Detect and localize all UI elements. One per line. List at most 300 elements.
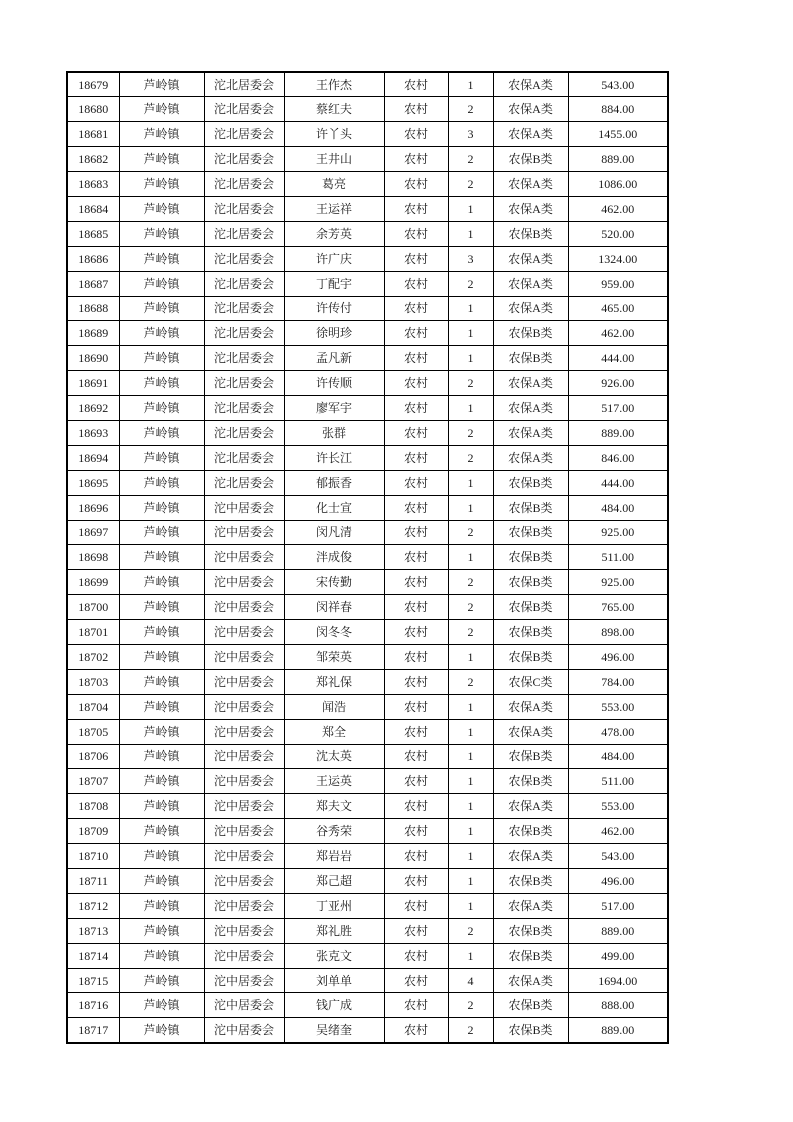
- cell-locale-type: 农村: [384, 943, 448, 968]
- cell-committee: 沱北居委会: [204, 420, 284, 445]
- cell-committee: 沱北居委会: [204, 321, 284, 346]
- cell-serial-number: 18689: [67, 321, 119, 346]
- cell-locale-type: 农村: [384, 495, 448, 520]
- table-row: [67, 371, 668, 396]
- cell-person-name: 郑全: [284, 719, 384, 744]
- cell-amount: 926.00: [568, 371, 668, 396]
- table-row: [67, 172, 668, 197]
- table-row: [67, 744, 668, 769]
- cell-amount: 784.00: [568, 669, 668, 694]
- cell-amount: 846.00: [568, 445, 668, 470]
- cell-serial-number: 18690: [67, 346, 119, 371]
- cell-serial-number: 18691: [67, 371, 119, 396]
- cell-committee: 沱北居委会: [204, 221, 284, 246]
- cell-committee: 沱中居委会: [204, 869, 284, 894]
- table-row: [67, 495, 668, 520]
- cell-insurance-class: 农保B类: [493, 869, 568, 894]
- cell-person-count: 1: [448, 72, 493, 97]
- cell-person-count: 1: [448, 396, 493, 421]
- cell-insurance-class: 农保B类: [493, 570, 568, 595]
- cell-committee: 沱北居委会: [204, 122, 284, 147]
- cell-serial-number: 18715: [67, 968, 119, 993]
- cell-locale-type: 农村: [384, 719, 448, 744]
- cell-person-count: 2: [448, 918, 493, 943]
- cell-person-name: 闵凡清: [284, 520, 384, 545]
- cell-committee: 沱北居委会: [204, 246, 284, 271]
- cell-serial-number: 18685: [67, 221, 119, 246]
- table-row: [67, 346, 668, 371]
- cell-locale-type: 农村: [384, 769, 448, 794]
- cell-town: 芦岭镇: [119, 97, 204, 122]
- cell-insurance-class: 农保A类: [493, 794, 568, 819]
- cell-serial-number: 18701: [67, 620, 119, 645]
- cell-serial-number: 18709: [67, 819, 119, 844]
- table-row: [67, 844, 668, 869]
- cell-town: 芦岭镇: [119, 520, 204, 545]
- table-row: [67, 296, 668, 321]
- cell-person-count: 1: [448, 694, 493, 719]
- cell-locale-type: 农村: [384, 893, 448, 918]
- cell-insurance-class: 农保A类: [493, 196, 568, 221]
- cell-person-name: 孟凡新: [284, 346, 384, 371]
- cell-insurance-class: 农保A类: [493, 371, 568, 396]
- cell-locale-type: 农村: [384, 694, 448, 719]
- cell-committee: 沱中居委会: [204, 545, 284, 570]
- cell-amount: 1324.00: [568, 246, 668, 271]
- cell-person-count: 1: [448, 321, 493, 346]
- cell-person-name: 吴绪奎: [284, 1018, 384, 1043]
- cell-insurance-class: 农保A类: [493, 271, 568, 296]
- cell-amount: 462.00: [568, 819, 668, 844]
- cell-locale-type: 农村: [384, 844, 448, 869]
- table-row: [67, 918, 668, 943]
- cell-insurance-class: 农保B类: [493, 520, 568, 545]
- cell-committee: 沱中居委会: [204, 1018, 284, 1043]
- cell-person-name: 刘单单: [284, 968, 384, 993]
- cell-person-name: 郑礼胜: [284, 918, 384, 943]
- cell-amount: 517.00: [568, 893, 668, 918]
- cell-town: 芦岭镇: [119, 943, 204, 968]
- cell-insurance-class: 农保A类: [493, 296, 568, 321]
- cell-serial-number: 18680: [67, 97, 119, 122]
- cell-locale-type: 农村: [384, 620, 448, 645]
- cell-serial-number: 18706: [67, 744, 119, 769]
- table-row: [67, 819, 668, 844]
- cell-town: 芦岭镇: [119, 595, 204, 620]
- cell-town: 芦岭镇: [119, 122, 204, 147]
- cell-town: 芦岭镇: [119, 1018, 204, 1043]
- cell-amount: 511.00: [568, 769, 668, 794]
- cell-town: 芦岭镇: [119, 221, 204, 246]
- cell-insurance-class: 农保A类: [493, 172, 568, 197]
- table-row: [67, 644, 668, 669]
- cell-person-count: 2: [448, 147, 493, 172]
- cell-person-name: 蔡红夫: [284, 97, 384, 122]
- cell-amount: 484.00: [568, 744, 668, 769]
- cell-town: 芦岭镇: [119, 769, 204, 794]
- cell-person-count: 1: [448, 819, 493, 844]
- cell-locale-type: 农村: [384, 221, 448, 246]
- cell-insurance-class: 农保B类: [493, 470, 568, 495]
- table-row: [67, 968, 668, 993]
- cell-serial-number: 18682: [67, 147, 119, 172]
- cell-committee: 沱中居委会: [204, 893, 284, 918]
- cell-locale-type: 农村: [384, 993, 448, 1018]
- cell-person-name: 许传付: [284, 296, 384, 321]
- cell-amount: 889.00: [568, 147, 668, 172]
- cell-town: 芦岭镇: [119, 968, 204, 993]
- cell-serial-number: 18708: [67, 794, 119, 819]
- cell-serial-number: 18703: [67, 669, 119, 694]
- cell-locale-type: 农村: [384, 869, 448, 894]
- cell-insurance-class: 农保A类: [493, 72, 568, 97]
- cell-amount: 499.00: [568, 943, 668, 968]
- cell-person-count: 2: [448, 420, 493, 445]
- cell-committee: 沱中居委会: [204, 819, 284, 844]
- cell-insurance-class: 农保A类: [493, 420, 568, 445]
- cell-committee: 沱中居委会: [204, 620, 284, 645]
- cell-town: 芦岭镇: [119, 172, 204, 197]
- cell-committee: 沱中居委会: [204, 968, 284, 993]
- cell-committee: 沱北居委会: [204, 196, 284, 221]
- cell-person-count: 1: [448, 346, 493, 371]
- cell-town: 芦岭镇: [119, 147, 204, 172]
- cell-serial-number: 18698: [67, 545, 119, 570]
- cell-locale-type: 农村: [384, 644, 448, 669]
- cell-locale-type: 农村: [384, 794, 448, 819]
- cell-town: 芦岭镇: [119, 719, 204, 744]
- cell-insurance-class: 农保B类: [493, 644, 568, 669]
- cell-amount: 444.00: [568, 470, 668, 495]
- table-row: [67, 97, 668, 122]
- cell-town: 芦岭镇: [119, 570, 204, 595]
- cell-town: 芦岭镇: [119, 346, 204, 371]
- cell-town: 芦岭镇: [119, 271, 204, 296]
- cell-insurance-class: 农保A类: [493, 844, 568, 869]
- cell-amount: 1455.00: [568, 122, 668, 147]
- cell-amount: 462.00: [568, 196, 668, 221]
- cell-amount: 888.00: [568, 993, 668, 1018]
- cell-person-count: 1: [448, 470, 493, 495]
- cell-person-name: 廖军宇: [284, 396, 384, 421]
- cell-committee: 沱北居委会: [204, 72, 284, 97]
- cell-locale-type: 农村: [384, 470, 448, 495]
- cell-serial-number: 18710: [67, 844, 119, 869]
- cell-insurance-class: 农保A类: [493, 97, 568, 122]
- cell-insurance-class: 农保C类: [493, 669, 568, 694]
- cell-person-name: 闻浩: [284, 694, 384, 719]
- cell-amount: 520.00: [568, 221, 668, 246]
- table-row: [67, 147, 668, 172]
- cell-town: 芦岭镇: [119, 246, 204, 271]
- cell-serial-number: 18716: [67, 993, 119, 1018]
- cell-person-name: 许广庆: [284, 246, 384, 271]
- cell-town: 芦岭镇: [119, 196, 204, 221]
- cell-locale-type: 农村: [384, 246, 448, 271]
- cell-committee: 沱北居委会: [204, 172, 284, 197]
- cell-insurance-class: 农保A类: [493, 694, 568, 719]
- cell-person-count: 2: [448, 97, 493, 122]
- cell-insurance-class: 农保B类: [493, 769, 568, 794]
- cell-amount: 959.00: [568, 271, 668, 296]
- cell-serial-number: 18707: [67, 769, 119, 794]
- table-row: [67, 396, 668, 421]
- cell-person-name: 化士宣: [284, 495, 384, 520]
- table-row: [67, 993, 668, 1018]
- cell-person-count: 1: [448, 196, 493, 221]
- cell-serial-number: 18696: [67, 495, 119, 520]
- table-row: [67, 1018, 668, 1043]
- cell-serial-number: 18692: [67, 396, 119, 421]
- cell-person-name: 郑礼保: [284, 669, 384, 694]
- cell-town: 芦岭镇: [119, 669, 204, 694]
- cell-town: 芦岭镇: [119, 72, 204, 97]
- cell-serial-number: 18687: [67, 271, 119, 296]
- cell-amount: 553.00: [568, 694, 668, 719]
- cell-person-count: 2: [448, 620, 493, 645]
- cell-person-name: 谷秀荣: [284, 819, 384, 844]
- cell-town: 芦岭镇: [119, 694, 204, 719]
- cell-person-name: 闵冬冬: [284, 620, 384, 645]
- cell-person-name: 许传顺: [284, 371, 384, 396]
- cell-person-name: 王运祥: [284, 196, 384, 221]
- cell-serial-number: 18694: [67, 445, 119, 470]
- cell-committee: 沱中居委会: [204, 993, 284, 1018]
- cell-person-count: 2: [448, 445, 493, 470]
- cell-committee: 沱北居委会: [204, 271, 284, 296]
- cell-insurance-class: 农保B类: [493, 495, 568, 520]
- cell-locale-type: 农村: [384, 445, 448, 470]
- cell-town: 芦岭镇: [119, 445, 204, 470]
- cell-person-name: 郁振香: [284, 470, 384, 495]
- table-row: [67, 420, 668, 445]
- cell-amount: 511.00: [568, 545, 668, 570]
- cell-serial-number: 18688: [67, 296, 119, 321]
- cell-amount: 898.00: [568, 620, 668, 645]
- cell-committee: 沱北居委会: [204, 346, 284, 371]
- cell-person-name: 邹荣英: [284, 644, 384, 669]
- cell-person-count: 1: [448, 644, 493, 669]
- cell-serial-number: 18714: [67, 943, 119, 968]
- cell-insurance-class: 农保A类: [493, 396, 568, 421]
- table-row: [67, 520, 668, 545]
- cell-amount: 543.00: [568, 72, 668, 97]
- cell-serial-number: 18697: [67, 520, 119, 545]
- cell-committee: 沱中居委会: [204, 744, 284, 769]
- cell-person-count: 1: [448, 844, 493, 869]
- cell-committee: 沱中居委会: [204, 570, 284, 595]
- cell-person-count: 1: [448, 893, 493, 918]
- table-row: [67, 620, 668, 645]
- cell-committee: 沱中居委会: [204, 943, 284, 968]
- cell-person-count: 2: [448, 669, 493, 694]
- cell-insurance-class: 农保B类: [493, 221, 568, 246]
- cell-locale-type: 农村: [384, 196, 448, 221]
- cell-amount: 889.00: [568, 918, 668, 943]
- cell-town: 芦岭镇: [119, 371, 204, 396]
- cell-insurance-class: 农保B类: [493, 744, 568, 769]
- cell-committee: 沱中居委会: [204, 694, 284, 719]
- cell-person-name: 葛亮: [284, 172, 384, 197]
- cell-town: 芦岭镇: [119, 296, 204, 321]
- cell-serial-number: 18705: [67, 719, 119, 744]
- cell-serial-number: 18679: [67, 72, 119, 97]
- cell-town: 芦岭镇: [119, 844, 204, 869]
- cell-person-name: 张克文: [284, 943, 384, 968]
- cell-locale-type: 农村: [384, 396, 448, 421]
- table-row: [67, 943, 668, 968]
- cell-committee: 沱北居委会: [204, 147, 284, 172]
- cell-insurance-class: 农保B类: [493, 147, 568, 172]
- cell-amount: 1086.00: [568, 172, 668, 197]
- table-row: [67, 221, 668, 246]
- cell-person-name: 余芳英: [284, 221, 384, 246]
- cell-serial-number: 18717: [67, 1018, 119, 1043]
- cell-serial-number: 18693: [67, 420, 119, 445]
- cell-amount: 925.00: [568, 570, 668, 595]
- table-body: [67, 72, 668, 1043]
- cell-serial-number: 18695: [67, 470, 119, 495]
- cell-locale-type: 农村: [384, 122, 448, 147]
- cell-amount: 496.00: [568, 869, 668, 894]
- benefit-roster-table: [66, 71, 669, 1044]
- cell-insurance-class: 农保A类: [493, 719, 568, 744]
- cell-locale-type: 农村: [384, 371, 448, 396]
- cell-insurance-class: 农保A类: [493, 122, 568, 147]
- cell-person-name: 郑己超: [284, 869, 384, 894]
- cell-person-count: 1: [448, 869, 493, 894]
- table-row: [67, 794, 668, 819]
- cell-person-count: 1: [448, 794, 493, 819]
- cell-committee: 沱中居委会: [204, 918, 284, 943]
- cell-person-name: 张群: [284, 420, 384, 445]
- cell-locale-type: 农村: [384, 520, 448, 545]
- table-row: [67, 669, 668, 694]
- table-row: [67, 321, 668, 346]
- cell-amount: 889.00: [568, 420, 668, 445]
- cell-locale-type: 农村: [384, 669, 448, 694]
- cell-locale-type: 农村: [384, 420, 448, 445]
- cell-person-name: 郑岩岩: [284, 844, 384, 869]
- cell-person-name: 钱广成: [284, 993, 384, 1018]
- cell-insurance-class: 农保B类: [493, 918, 568, 943]
- cell-town: 芦岭镇: [119, 470, 204, 495]
- cell-committee: 沱中居委会: [204, 669, 284, 694]
- table-row: [67, 769, 668, 794]
- cell-committee: 沱中居委会: [204, 719, 284, 744]
- cell-amount: 553.00: [568, 794, 668, 819]
- cell-insurance-class: 农保B类: [493, 819, 568, 844]
- cell-committee: 沱北居委会: [204, 371, 284, 396]
- cell-amount: 543.00: [568, 844, 668, 869]
- cell-serial-number: 18683: [67, 172, 119, 197]
- cell-person-count: 1: [448, 943, 493, 968]
- cell-locale-type: 农村: [384, 321, 448, 346]
- cell-person-name: 丁配宇: [284, 271, 384, 296]
- cell-insurance-class: 农保A类: [493, 968, 568, 993]
- cell-serial-number: 18704: [67, 694, 119, 719]
- cell-locale-type: 农村: [384, 271, 448, 296]
- cell-town: 芦岭镇: [119, 396, 204, 421]
- cell-person-name: 宋传勤: [284, 570, 384, 595]
- cell-amount: 517.00: [568, 396, 668, 421]
- cell-serial-number: 18712: [67, 893, 119, 918]
- cell-serial-number: 18684: [67, 196, 119, 221]
- cell-person-name: 闵祥春: [284, 595, 384, 620]
- cell-locale-type: 农村: [384, 296, 448, 321]
- cell-serial-number: 18699: [67, 570, 119, 595]
- cell-insurance-class: 农保B类: [493, 346, 568, 371]
- cell-person-name: 郑夫文: [284, 794, 384, 819]
- cell-person-name: 沈太英: [284, 744, 384, 769]
- cell-committee: 沱中居委会: [204, 644, 284, 669]
- cell-person-count: 2: [448, 520, 493, 545]
- cell-person-count: 1: [448, 296, 493, 321]
- cell-amount: 484.00: [568, 495, 668, 520]
- cell-locale-type: 农村: [384, 570, 448, 595]
- cell-person-name: 许丫头: [284, 122, 384, 147]
- cell-committee: 沱中居委会: [204, 495, 284, 520]
- cell-serial-number: 18713: [67, 918, 119, 943]
- cell-committee: 沱中居委会: [204, 794, 284, 819]
- cell-committee: 沱中居委会: [204, 769, 284, 794]
- cell-insurance-class: 农保A类: [493, 445, 568, 470]
- table-row: [67, 196, 668, 221]
- cell-locale-type: 农村: [384, 968, 448, 993]
- table-row: [67, 122, 668, 147]
- cell-serial-number: 18686: [67, 246, 119, 271]
- table-row: [67, 719, 668, 744]
- cell-serial-number: 18711: [67, 869, 119, 894]
- table-row: [67, 470, 668, 495]
- cell-committee: 沱北居委会: [204, 296, 284, 321]
- cell-person-name: 王作杰: [284, 72, 384, 97]
- cell-person-count: 3: [448, 122, 493, 147]
- table-row: [67, 246, 668, 271]
- cell-town: 芦岭镇: [119, 794, 204, 819]
- cell-serial-number: 18702: [67, 644, 119, 669]
- cell-person-count: 1: [448, 719, 493, 744]
- cell-locale-type: 农村: [384, 72, 448, 97]
- cell-amount: 889.00: [568, 1018, 668, 1043]
- cell-amount: 462.00: [568, 321, 668, 346]
- table-row: [67, 869, 668, 894]
- cell-person-count: 1: [448, 545, 493, 570]
- cell-town: 芦岭镇: [119, 869, 204, 894]
- table-row: [67, 893, 668, 918]
- cell-person-name: 许长江: [284, 445, 384, 470]
- cell-locale-type: 农村: [384, 97, 448, 122]
- table-row: [67, 445, 668, 470]
- cell-town: 芦岭镇: [119, 918, 204, 943]
- cell-person-count: 1: [448, 744, 493, 769]
- table-row: [67, 72, 668, 97]
- cell-person-count: 3: [448, 246, 493, 271]
- cell-amount: 1694.00: [568, 968, 668, 993]
- cell-amount: 884.00: [568, 97, 668, 122]
- cell-locale-type: 农村: [384, 346, 448, 371]
- cell-person-count: 2: [448, 172, 493, 197]
- cell-insurance-class: 农保B类: [493, 545, 568, 570]
- cell-locale-type: 农村: [384, 595, 448, 620]
- cell-locale-type: 农村: [384, 1018, 448, 1043]
- table-row: [67, 271, 668, 296]
- cell-amount: 925.00: [568, 520, 668, 545]
- table-row: [67, 545, 668, 570]
- cell-person-count: 2: [448, 595, 493, 620]
- cell-locale-type: 农村: [384, 545, 448, 570]
- cell-town: 芦岭镇: [119, 545, 204, 570]
